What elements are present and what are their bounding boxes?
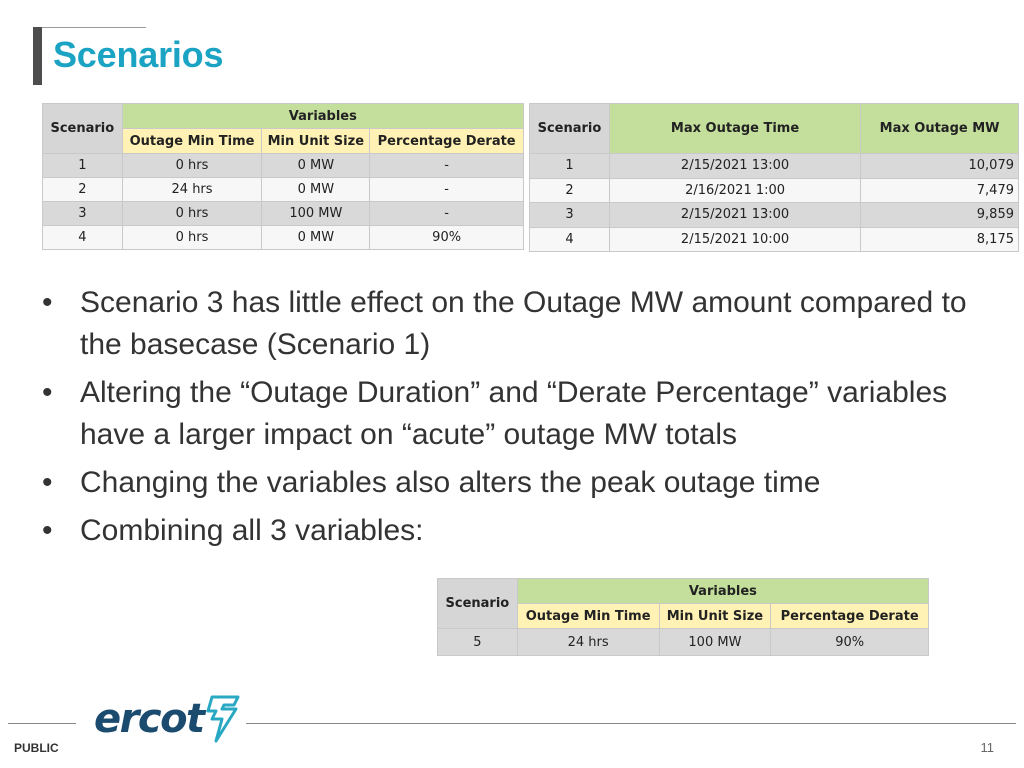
table-cell: 3	[43, 202, 123, 226]
table-cell: 8,175	[861, 227, 1019, 252]
table-cell: 0 MW	[262, 154, 370, 178]
bullet-text: Combining all 3 variables:	[80, 514, 424, 547]
bullet-text: Scenario 3 has little effect on the Outage MW amount compared to the basecase (Scenario 1)	[80, 286, 967, 361]
table-cell: 5	[438, 629, 518, 656]
table-cell: 9,859	[861, 203, 1019, 228]
column-header: Scenario	[530, 104, 610, 154]
slide-title: Scenarios	[53, 34, 224, 75]
column-header: Percentage Derate	[771, 604, 929, 629]
scenario-variables-table	[42, 103, 524, 250]
table-cell: -	[370, 178, 524, 202]
table-row	[530, 178, 1019, 203]
bullet-item	[40, 462, 1000, 504]
table-row	[438, 629, 929, 656]
ercot-logo	[94, 695, 242, 743]
combined-scenario-table	[437, 578, 929, 656]
column-header: Min Unit Size	[262, 129, 370, 154]
bullet-dot-icon: •	[42, 514, 53, 547]
table-cell: 0 hrs	[122, 226, 262, 250]
column-header: Min Unit Size	[659, 604, 771, 629]
table-cell: 0 MW	[262, 178, 370, 202]
bullet-list	[40, 282, 1000, 558]
variables-group-header: Variables	[122, 104, 523, 129]
table-cell: 2/15/2021 13:00	[609, 154, 860, 179]
bullet-item	[40, 372, 1000, 456]
table-cell: 0 hrs	[122, 202, 262, 226]
column-header: Max Outage MW	[861, 104, 1019, 154]
title-rule	[36, 27, 146, 28]
table-cell: 100 MW	[659, 629, 771, 656]
table-cell: -	[370, 202, 524, 226]
table-cell: 90%	[370, 226, 524, 250]
table-row	[43, 178, 524, 202]
bullet-item	[40, 510, 1000, 552]
table-cell: 10,079	[861, 154, 1019, 179]
scenario-column-header: Scenario	[43, 104, 123, 154]
table-cell: 7,479	[861, 178, 1019, 203]
table-row	[530, 227, 1019, 252]
table-row	[530, 154, 1019, 179]
table-cell: -	[370, 154, 524, 178]
table-row	[43, 154, 524, 178]
column-header: Max Outage Time	[609, 104, 860, 154]
table-cell: 2/15/2021 13:00	[609, 203, 860, 228]
table-cell: 2/16/2021 1:00	[609, 178, 860, 203]
table-cell: 1	[43, 154, 123, 178]
column-header: Outage Min Time	[122, 129, 262, 154]
table-cell: 24 hrs	[122, 178, 262, 202]
table-row	[43, 226, 524, 250]
bullet-text: Altering the “Outage Duration” and “Derate Percentage” variables have a larger impact on “acute” outage MW totals	[80, 376, 948, 451]
table-cell: 2	[43, 178, 123, 202]
scenario-column-header: Scenario	[438, 579, 518, 629]
table-cell: 0 hrs	[122, 154, 262, 178]
table-cell: 90%	[771, 629, 929, 656]
bullet-item	[40, 282, 1000, 366]
table-cell: 2	[530, 178, 610, 203]
logo-wordmark: ercot	[94, 696, 204, 742]
footer-rule-right	[246, 723, 1016, 724]
page-number: 11	[980, 740, 994, 755]
lightning-bolt-icon	[206, 695, 242, 743]
bullet-dot-icon: •	[42, 466, 53, 499]
table-cell: 4	[530, 227, 610, 252]
title-accent-bar	[33, 27, 42, 85]
bullet-dot-icon: •	[42, 286, 53, 319]
table-cell: 1	[530, 154, 610, 179]
table-cell: 4	[43, 226, 123, 250]
table-cell: 2/15/2021 10:00	[609, 227, 860, 252]
variables-group-header: Variables	[517, 579, 928, 604]
table-row	[530, 203, 1019, 228]
scenario-results-table	[529, 103, 1019, 252]
table-cell: 0 MW	[262, 226, 370, 250]
column-header: Outage Min Time	[517, 604, 659, 629]
column-header: Percentage Derate	[370, 129, 524, 154]
table-cell: 24 hrs	[517, 629, 659, 656]
table-cell: 3	[530, 203, 610, 228]
footer-rule-left	[8, 723, 76, 724]
table-row	[43, 202, 524, 226]
bullet-text: Changing the variables also alters the peak outage time	[80, 466, 821, 499]
classification-label: PUBLIC	[14, 741, 59, 755]
table-cell: 100 MW	[262, 202, 370, 226]
bullet-dot-icon: •	[42, 376, 53, 409]
